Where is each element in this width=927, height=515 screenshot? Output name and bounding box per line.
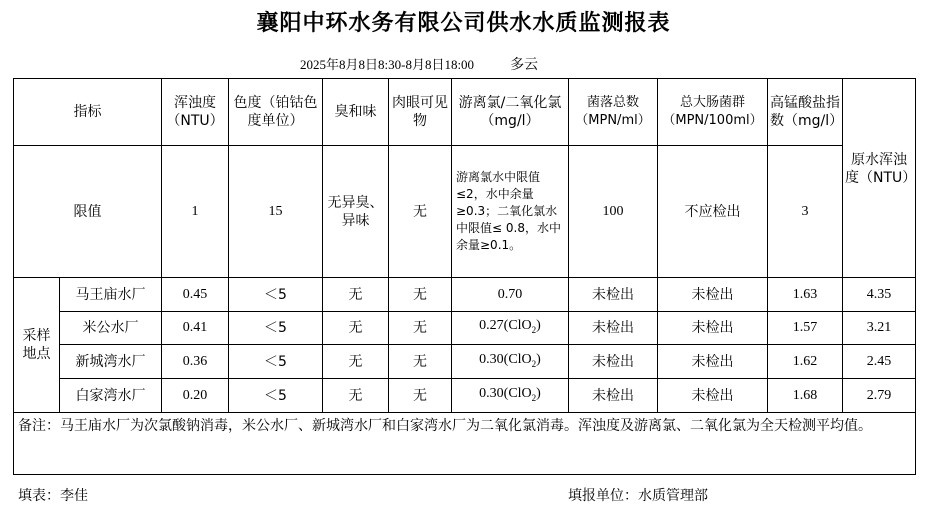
- colony-value: 未检出: [569, 379, 658, 413]
- remark-row: [14, 413, 916, 475]
- table-row: [14, 278, 916, 312]
- chlorine-value: 0.70: [452, 278, 569, 312]
- visible-value: 无: [389, 278, 452, 312]
- turbidity-value: 0.41: [162, 312, 229, 345]
- sampling-label: 采样地点: [14, 278, 60, 413]
- limit-color: 15: [229, 146, 323, 278]
- colony-value: 未检出: [569, 345, 658, 379]
- report-subtitle: [300, 54, 538, 74]
- odor-value: 无: [323, 312, 389, 345]
- table-row: [14, 312, 916, 345]
- colony-value: 未检出: [569, 312, 658, 345]
- chlorine-value: 0.30(ClO$_2$): [452, 379, 569, 413]
- raw-turbidity-value: 2.79: [843, 379, 916, 413]
- limit-colony: 100: [569, 146, 658, 278]
- remark-text: 备注：马王庙水厂为次氯酸钠消毒，米公水厂、新城湾水厂和白家湾水厂为二氧化氯消毒。浑浊度及游离氯、二氧化氯为全天检测平均值。: [14, 413, 916, 475]
- color-value: ＜5: [229, 278, 323, 312]
- table-row: [14, 345, 916, 379]
- site-name: 马王庙水厂: [60, 278, 162, 312]
- turbidity-value: 0.45: [162, 278, 229, 312]
- reporting-unit: 填报单位：水质管理部: [568, 488, 708, 504]
- date-range: 2025年8月8日8:30-8月8日18:00: [300, 57, 475, 72]
- site-name: 白家湾水厂: [60, 379, 162, 413]
- raw-turbidity-value: 4.35: [843, 278, 916, 312]
- permanganate-value: 1.63: [768, 278, 843, 312]
- site-name: 新城湾水厂: [60, 345, 162, 379]
- raw-turbidity-value: 2.45: [843, 345, 916, 379]
- weather: 多云: [510, 57, 539, 73]
- limit-permanganate: 3: [768, 146, 843, 278]
- table-row: [14, 379, 916, 413]
- colony-value: 未检出: [569, 278, 658, 312]
- visible-value: 无: [389, 345, 452, 379]
- color-value: ＜5: [229, 312, 323, 345]
- limit-odor: 无异臭、异味: [323, 146, 389, 278]
- color-value: ＜5: [229, 379, 323, 413]
- turbidity-value: 0.36: [162, 345, 229, 379]
- odor-value: 无: [323, 379, 389, 413]
- turbidity-value: 0.20: [162, 379, 229, 413]
- limit-row: [14, 146, 916, 278]
- report-title: 襄阳中环水务有限公司供水水质监测报表: [256, 11, 671, 36]
- header-raw-turbidity: 原水浑浊度（NTU）: [843, 79, 916, 278]
- limit-turbidity: 1: [162, 146, 229, 278]
- header-colony: 菌落总数（MPN/ml）: [569, 79, 658, 146]
- chlorine-value: 0.27(ClO$_2$): [452, 312, 569, 345]
- water-quality-table: [13, 78, 916, 475]
- visible-value: 无: [389, 379, 452, 413]
- header-turbidity: 浑浊度（NTU）: [162, 79, 229, 146]
- odor-value: 无: [323, 345, 389, 379]
- visible-value: 无: [389, 312, 452, 345]
- limit-chlorine: 游离氯水中限值 ≤2，水中余量≥0.3；二氧化氯水中限值≤ 0.8，水中余量≥0.1。: [452, 146, 569, 278]
- header-coliform: 总大肠菌群（MPN/100ml）: [658, 79, 768, 146]
- header-color: 色度（铂钴色度单位）: [229, 79, 323, 146]
- permanganate-value: 1.62: [768, 345, 843, 379]
- coliform-value: 未检出: [658, 278, 768, 312]
- filler-name: 填表：李佳: [18, 488, 88, 504]
- limit-coliform: 不应检出: [658, 146, 768, 278]
- header-row: [14, 79, 916, 146]
- limit-label: 限值: [14, 146, 162, 278]
- permanganate-value: 1.68: [768, 379, 843, 413]
- site-name: 米公水厂: [60, 312, 162, 345]
- permanganate-value: 1.57: [768, 312, 843, 345]
- limit-visible: 无: [389, 146, 452, 278]
- header-indicator: 指标: [14, 79, 162, 146]
- color-value: ＜5: [229, 345, 323, 379]
- header-chlorine: 游离氯/二氧化氯（mg/l）: [452, 79, 569, 146]
- chlorine-value: 0.30(ClO$_2$): [452, 345, 569, 379]
- header-visible: 肉眼可见物: [389, 79, 452, 146]
- header-odor: 臭和味: [323, 79, 389, 146]
- raw-turbidity-value: 3.21: [843, 312, 916, 345]
- coliform-value: 未检出: [658, 312, 768, 345]
- odor-value: 无: [323, 278, 389, 312]
- coliform-value: 未检出: [658, 345, 768, 379]
- coliform-value: 未检出: [658, 379, 768, 413]
- header-permanganate: 高锰酸盐指数（mg/l）: [768, 79, 843, 146]
